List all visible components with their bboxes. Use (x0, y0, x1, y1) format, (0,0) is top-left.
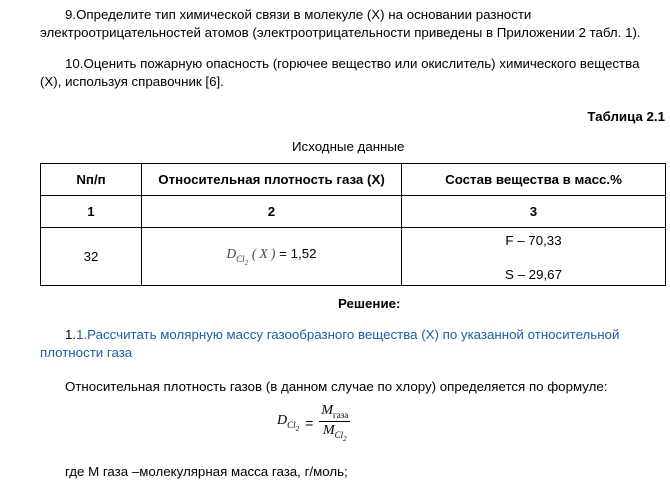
density-subscript: Cl (236, 253, 245, 264)
composition-cell (402, 228, 666, 286)
table-label: Таблица 2.1 (587, 109, 665, 124)
row-number: 32 (41, 228, 142, 286)
step1-line1-text: 1.Рассчитать молярную массу газообразного вещества (Х) по указанной относительной (76, 327, 620, 342)
task10-line1: 10.Оценить пожарную опасность (горючее вещество или окислитель) химического вещества (65, 56, 640, 71)
formula-denominator: $M_{Cl_2}$ (322, 422, 347, 443)
density-symbol: D (226, 246, 237, 262)
solution-title: Решение: (338, 296, 401, 311)
header-density: Относительная плотность газа (Х) (142, 164, 402, 196)
table-caption: Исходные данные (292, 139, 405, 154)
table-header-row (41, 164, 666, 196)
header-composition: Состав вещества в масс.% (402, 164, 666, 196)
column-number-1: 1 (41, 196, 142, 228)
formula-intro: Относительная плотность газов (в данном случае по хлору) определяется по формуле: (65, 379, 608, 394)
density-cell (142, 228, 402, 286)
step1-line1: 1.1.Рассчитать молярную массу газообразного вещества (Х) по указанной относительной (65, 327, 620, 342)
source-data-table (40, 163, 666, 286)
density-formula (277, 403, 350, 442)
composition-sulfur: S – 29,67 (505, 266, 562, 282)
column-number-3: 3 (402, 196, 666, 228)
table-numbering-row (41, 196, 666, 228)
formula-fraction (319, 403, 350, 442)
density-subscript-2: 2 (244, 258, 249, 267)
formula-numerator: $M_{газа}$ (321, 403, 349, 420)
where-text: где М газа –молекулярная масса газа, г/моль; (65, 464, 348, 479)
header-number: Nп/п (41, 164, 142, 196)
formula-equals: = (305, 414, 314, 431)
column-number-2: 2 (142, 196, 402, 228)
task9-line1: 9.Определите тип химической связи в молекуле (Х) на основании разности (65, 7, 532, 22)
density-argument: ( X ) (251, 246, 276, 262)
composition-fluorine: F – 70,33 (505, 232, 562, 248)
formula-lhs: $D_{Cl_2}$ (277, 412, 300, 433)
task10-line2: (Х), используя справочник [6]. (40, 74, 224, 89)
table-row (41, 228, 666, 286)
step1-line2: плотности газа (40, 345, 133, 360)
density-value: = 1,52 (279, 246, 317, 262)
task9-line2: электроотрицательностей атомов (электроотрицательности приведены в Приложении 2 табл. 1). (40, 25, 641, 40)
